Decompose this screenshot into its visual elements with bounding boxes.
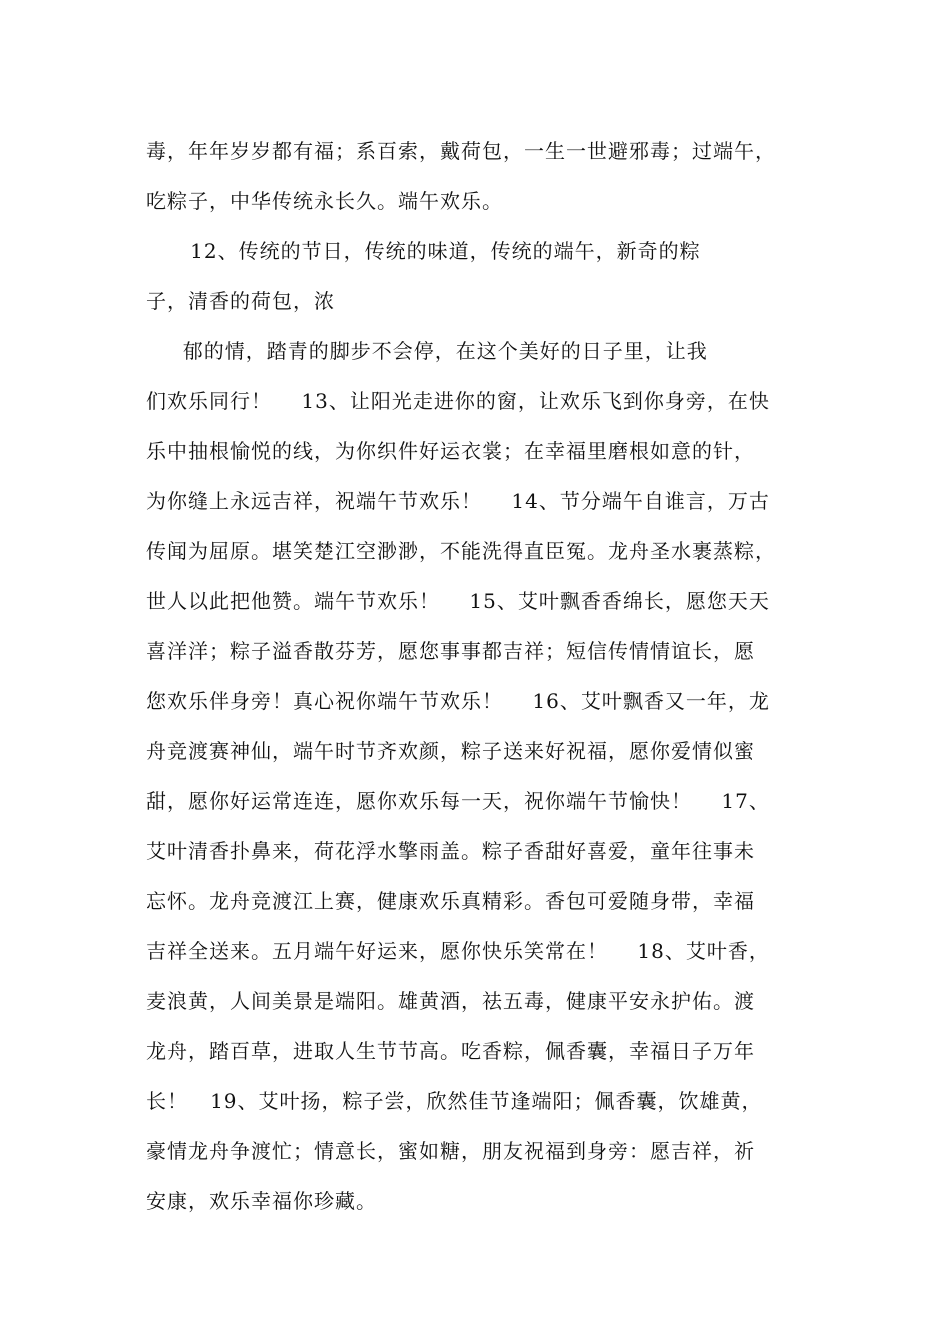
text-line: 为你缝上永远吉祥，祝端午节欢乐！ 14、节分端午自谁言，万古 — [146, 489, 770, 513]
text-line: 乐中抽根愉悦的线，为你织件好运衣裳；在幸福里磨根如意的针， — [146, 439, 755, 463]
text-line: 12、传统的节日，传统的味道，传统的端午，新奇的粽 — [146, 239, 701, 263]
text-line: 舟竞渡赛神仙，端午时节齐欢颜，粽子送来好祝福，愿你爱情似蜜 — [146, 739, 755, 763]
text-line: 龙舟，踏百草，进取人生节节高。吃香粽，佩香囊，幸福日子万年 — [146, 1039, 755, 1063]
text-line: 郁的情，踏青的脚步不会停，在这个美好的日子里，让我 — [146, 339, 708, 363]
text-line: 安康，欢乐幸福你珍藏。 — [146, 1189, 377, 1213]
text-line: 吃粽子，中华传统永长久。端午欢乐。 — [146, 189, 503, 213]
text-line: 麦浪黄，人间美景是端阳。雄黄酒，祛五毒，健康平安永护佑。渡 — [146, 989, 755, 1013]
text-line: 子，清香的荷包，浓 — [146, 289, 335, 313]
text-line: 毒，年年岁岁都有福；系百索，戴荷包，一生一世避邪毒；过端午， — [146, 139, 776, 163]
text-line: 豪情龙舟争渡忙；情意长，蜜如糖，朋友祝福到身旁：愿吉祥，祈 — [146, 1139, 755, 1163]
text-line: 您欢乐伴身旁！真心祝你端午节欢乐！ 16、艾叶飘香又一年，龙 — [146, 689, 770, 713]
text-line: 吉祥全送来。五月端午好运来，愿你快乐笑常在！ 18、艾叶香， — [146, 939, 770, 963]
text-line: 世人以此把他赞。端午节欢乐！ 15、艾叶飘香香绵长，愿您天天 — [146, 589, 770, 613]
text-line: 甜，愿你好运常连连，愿你欢乐每一天，祝你端午节愉快！ 17、 — [146, 789, 770, 813]
text-line: 长！ 19、艾叶扬，粽子尝，欣然佳节逢端阳；佩香囊，饮雄黄， — [146, 1089, 763, 1113]
text-line: 忘怀。龙舟竞渡江上赛，健康欢乐真精彩。香包可爱随身带，幸福 — [146, 889, 755, 913]
text-line: 喜洋洋；粽子溢香散芬芳，愿您事事都吉祥；短信传情情谊长，愿 — [146, 639, 755, 663]
text-line: 们欢乐同行！ 13、让阳光走进你的窗，让欢乐飞到你身旁，在快 — [146, 389, 770, 413]
text-line: 传闻为屈原。堪笑楚江空渺渺，不能洗得直臣冤。龙舟圣水裹蒸粽， — [146, 539, 776, 563]
text-line: 艾叶清香扑鼻来，荷花浮水擎雨盖。粽子香甜好喜爱，童年往事未 — [146, 839, 755, 863]
